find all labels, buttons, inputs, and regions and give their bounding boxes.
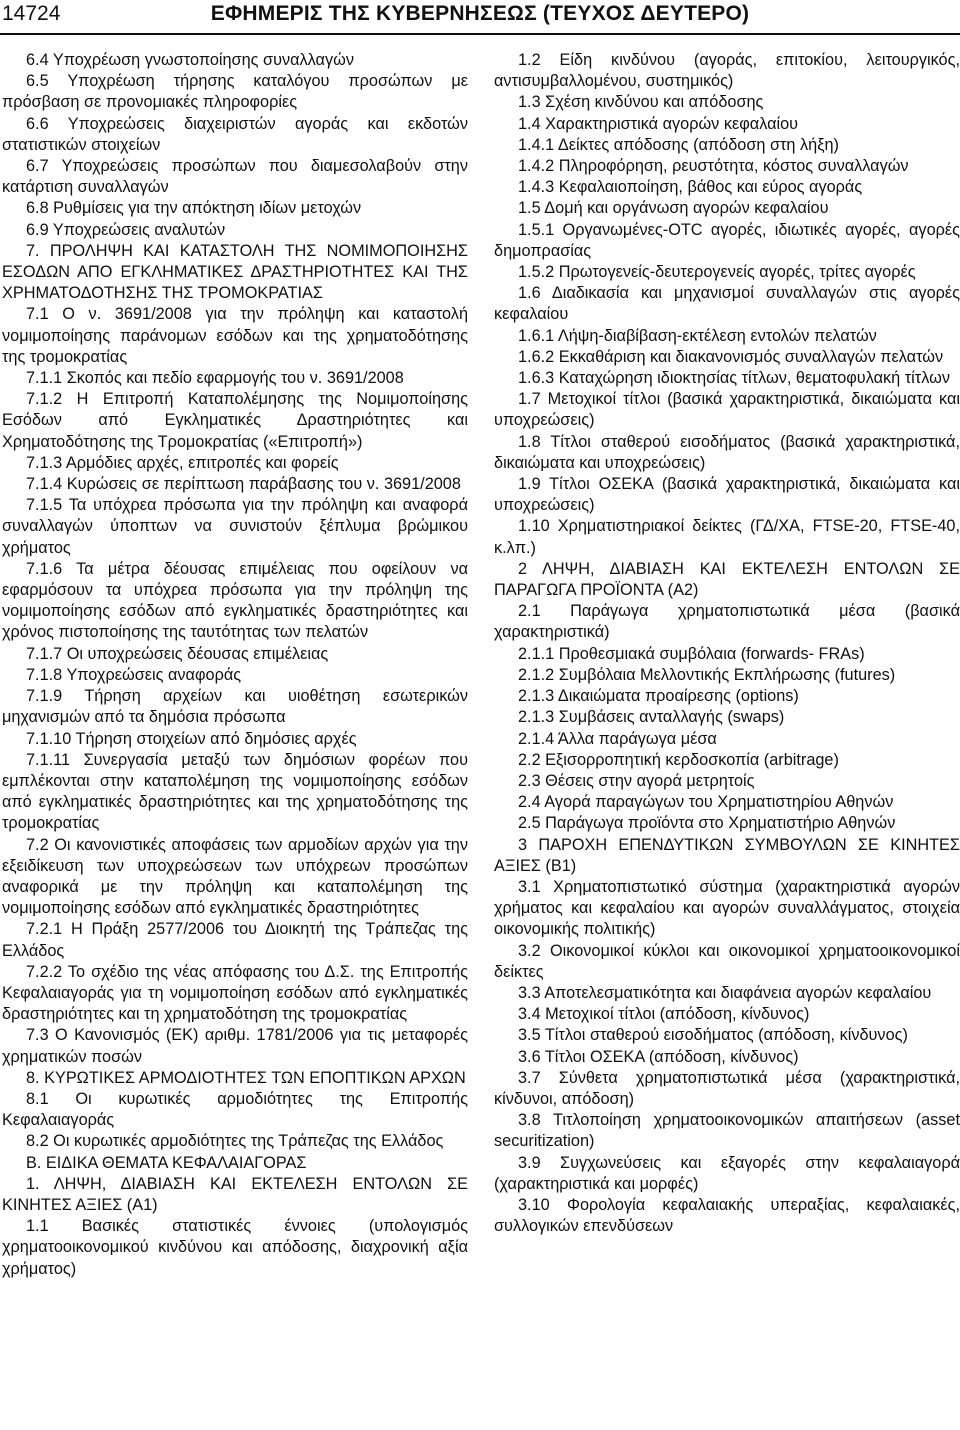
toc-entry: 2.1.2 Συμβόλαια Μελλοντικής Εκπλήρωσης (futures) bbox=[518, 665, 896, 684]
toc-entry: 2.3 Θέσεις στην αγορά μετρητοίς bbox=[518, 771, 755, 790]
toc-entry: 1.3 Σχέση κινδύνου και απόδοσης bbox=[518, 93, 764, 112]
toc-entry: 3.6 Τίτλοι ΟΣΕΚΑ (απόδοση, κίνδυνος) bbox=[518, 1047, 799, 1066]
right-column bbox=[494, 50, 960, 1237]
toc-entry: 7.1.6 Τα μέτρα δέουσας επιμέλειας που οφείλουν να εφαρμόσουν τα υπόχρεα πρόσωπα για την πρόληψη της νομιμοποίησης εσόδων από εγκληματικές δραστηριότητες και χρόνος πιστοποίησης της ταυτότητας των πελατών bbox=[2, 559, 468, 642]
toc-entry: 1.6.2 Εκκαθάριση και διακανονισμός συναλλαγών πελατών bbox=[518, 347, 944, 366]
toc-entry: 2.1.1 Προθεσμιακά συμβόλαια (forwards- FRAs) bbox=[518, 644, 865, 663]
toc-entry: 2.1.3 Δικαιώματα προαίρεσης (options) bbox=[518, 687, 799, 706]
page-header bbox=[0, 0, 960, 32]
toc-entry: 1.2 Είδη κινδύνου (αγοράς, επιτοκίου, λειτουργικός, αντισυμβαλλομένου, συστημικός) bbox=[494, 51, 960, 91]
toc-entry: 2.2 Εξισορροπητική κερδοσκοπία (arbitrage) bbox=[518, 750, 839, 769]
toc-entry: 7.3 Ο Κανονισμός (ΕΚ) αριθμ. 1781/2006 για τις μεταφορές χρηματικών ποσών bbox=[2, 1026, 468, 1066]
toc-entry: 1.7 Μετοχικοί τίτλοι (βασικά χαρακτηριστικά, δικαιώματα και υποχρεώσεις) bbox=[494, 390, 960, 430]
toc-entry: 7.1.3 Αρμόδιες αρχές, επιτροπές και φορείς bbox=[26, 453, 339, 472]
toc-entry: 6.7 Υποχρεώσεις προσώπων που διαμεσολαβούν στην κατάρτιση συναλλαγών bbox=[2, 157, 468, 197]
toc-entry: 1.4.2 Πληροφόρηση, ρευστότητα, κόστος συναλλαγών bbox=[518, 157, 909, 176]
left-column bbox=[2, 50, 468, 1280]
toc-entry: 1.5.1 Οργανωμένες-OTC αγορές, ιδιωτικές αγορές, αγορές δημοπρασίας bbox=[494, 220, 960, 260]
toc-entry: 7.2.2 Το σχέδιο της νέας απόφασης του Δ.Σ. της Επιτροπής Κεφαλαιαγοράς για τη νομιμοποίηση εσόδων από εγκληματικές δραστηριότητες και τη χρηματοδότηση της τρομοκρατίας bbox=[2, 962, 468, 1024]
toc-entry: 7.1.10 Τήρηση στοιχείων από δημόσιες αρχές bbox=[26, 729, 357, 748]
toc-entry: 2.1.4 Άλλα παράγωγα μέσα bbox=[518, 729, 717, 748]
toc-entry: 8.1 Οι κυρωτικές αρμοδιότητες της Επιτροπής Κεφαλαιαγοράς bbox=[2, 1089, 468, 1130]
toc-entry: 1.5.2 Πρωτογενείς-δευτερογενείς αγορές, τρίτες αγορές bbox=[518, 263, 916, 282]
toc-entry: 3.7 Σύνθετα χρηματοπιστωτικά μέσα (χαρακτηριστικά, κίνδυνοι, απόδοση) bbox=[494, 1068, 960, 1108]
toc-entry: 3.9 Συγχωνεύσεις και εξαγορές στην κεφαλαιαγορά (χαρακτηριστικά και μορφές) bbox=[494, 1153, 960, 1193]
toc-entry: 7.1.7 Οι υποχρεώσεις δέουσας επιμέλειας bbox=[26, 644, 329, 663]
toc-entry: 1.8 Τίτλοι σταθερού εισοδήματος (βασικά χαρακτηριστικά, δικαιώματα και υποχρεώσεις) bbox=[494, 432, 960, 472]
toc-entry: 6.8 Ρυθμίσεις για την απόκτηση ιδίων μετοχών bbox=[26, 199, 362, 218]
toc-entry: 3.8 Τιτλοποίηση χρηματοοικονομικών απαιτήσεων (asset securitization) bbox=[494, 1111, 960, 1151]
toc-entry: 3.10 Φορολογία κεφαλαιακής υπεραξίας, κεφαλαιακές, συλλογικών επενδύσεων bbox=[494, 1195, 960, 1236]
toc-entry: 2.1.3 Συμβάσεις ανταλλαγής (swaps) bbox=[518, 708, 785, 727]
toc-entry: 6.5 Υποχρέωση τήρησης καταλόγου προσώπων με πρόσβαση σε προνομιακές πληροφορίες bbox=[2, 72, 468, 112]
toc-entry: 3.1 Χρηματοπιστωτικό σύστημα (χαρακτηριστικά αγορών χρήματος και κεφαλαίου και αγορών συναλλάγματος, στοιχεία οικονομικής πολιτικής) bbox=[494, 877, 960, 939]
toc-entry: 7.1 Ο ν. 3691/2008 για την πρόληψη και καταστολή νομιμοποίησης παράνομων εσόδων και της χρηματοδότησης της τρομοκρατίας bbox=[2, 305, 468, 366]
toc-entry: 1. ΛΗΨΗ, ΔΙΑΒΙΑΣΗ ΚΑΙ ΕΚΤΕΛΕΣΗ ΕΝΤΟΛΩΝ ΣΕ ΚΙΝΗΤΕΣ ΑΞΙΕΣ (Α1) bbox=[2, 1174, 468, 1214]
toc-entry: 7.1.8 Υποχρεώσεις αναφοράς bbox=[26, 665, 242, 684]
toc-entry: 7.2.1 Η Πράξη 2577/2006 του Διοικητή της Τράπεζας της Ελλάδος bbox=[2, 920, 468, 960]
toc-entry: 8. ΚΥΡΩΤΙΚΕΣ ΑΡΜΟΔΙΟΤΗΤΕΣ ΤΩΝ ΕΠΟΠΤΙΚΩΝ ΑΡΧΩΝ bbox=[26, 1068, 466, 1087]
toc-entry: 7.1.5 Τα υπόχρεα πρόσωπα για την πρόληψη και αναφορά συναλλαγών ύποπτων να συνιστούν ξέπλυμα βρώμικου χρήματος bbox=[2, 496, 468, 557]
toc-entry: 2.5 Παράγωγα προϊόντα στο Χρηματιστήριο Αθηνών bbox=[518, 814, 896, 833]
toc-entry: 7.1.1 Σκοπός και πεδίο εφαρμογής του ν. 3691/2008 bbox=[26, 369, 404, 388]
toc-entry: 1.10 Χρηματιστηριακοί δείκτες (ΓΔ/ΧΑ, FTSE-20, FTSE-40, κ.λπ.) bbox=[494, 517, 960, 557]
toc-entry: 6.4 Υποχρέωση γνωστοποίησης συναλλαγών bbox=[26, 51, 354, 69]
toc-entry: Β. ΕΙΔΙΚΑ ΘΕΜΑΤΑ ΚΕΦΑΛΑΙΑΓΟΡΑΣ bbox=[26, 1153, 307, 1172]
toc-entry: 1.6.1 Λήψη-διαβίβαση-εκτέλεση εντολών πελατών bbox=[518, 326, 877, 345]
toc-entry: 7. ΠΡΟΛΗΨΗ ΚΑΙ ΚΑΤΑΣΤΟΛΗ ΤΗΣ ΝΟΜΙΜΟΠΟΙΗΣΗΣ ΕΣΟΔΩΝ ΑΠΟ ΕΓΚΛΗΜΑΤΙΚΕΣ ΔΡΑΣΤΗΡΙΟΤΗΤΕΣ ΚΑΙ ΤΗΣ ΧΡΗΜΑΤΟΔΟΤΗΣΗΣ ΤΗΣ ΤΡΟΜΟΚΡΑΤΙΑΣ bbox=[2, 241, 468, 303]
toc-entry: 1.6.3 Καταχώρηση ιδιοκτησίας τίτλων, θεματοφυλακή τίτλων bbox=[518, 369, 950, 388]
toc-entry: 3.3 Αποτελεσματικότητα και διαφάνεια αγορών κεφαλαίου bbox=[518, 983, 932, 1002]
toc-entry: 6.6 Υποχρεώσεις διαχειριστών αγοράς και εκδοτών στατιστικών στοιχείων bbox=[2, 114, 468, 154]
toc-entry: 1.4.1 Δείκτες απόδοσης (απόδοση στη λήξη) bbox=[518, 135, 839, 154]
toc-entry: 6.9 Υποχρεώσεις αναλυτών bbox=[26, 220, 226, 239]
toc-entry: 1.1 Βασικές στατιστικές έννοιες (υπολογισμός χρηματοοικονομικού κινδύνου και απόδοσης, διαχρονική αξία χρήματος) bbox=[2, 1217, 468, 1278]
toc-entry: 1.9 Τίτλοι ΟΣΕΚΑ (βασικά χαρακτηριστικά, δικαιώματα και υποχρεώσεις) bbox=[494, 475, 960, 515]
header-rule bbox=[0, 33, 960, 35]
toc-entry: 2.4 Αγορά παραγώγων του Χρηματιστηρίου Αθηνών bbox=[518, 793, 894, 812]
toc-entry: 3.4 Μετοχικοί τίτλοι (απόδοση, κίνδυνος) bbox=[518, 1005, 810, 1024]
toc-entry: 3.2 Οικονομικοί κύκλοι και οικονομικοί χρηματοοικονομικοί δείκτες bbox=[494, 941, 960, 981]
toc-entry: 7.1.4 Κυρώσεις σε περίπτωση παράβασης του ν. 3691/2008 bbox=[26, 475, 461, 494]
toc-entry: 1.5 Δομή και οργάνωση αγορών κεφαλαίου bbox=[518, 199, 829, 218]
toc-entry: 3.5 Τίτλοι σταθερού εισοδήματος (απόδοση, κίνδυνος) bbox=[518, 1026, 908, 1045]
toc-entry: 7.1.9 Τήρηση αρχείων και υιοθέτηση εσωτερικών μηχανισμών από τα δημόσια πρόσωπα bbox=[2, 687, 468, 727]
toc-entry: 7.1.11 Συνεργασία μεταξύ των δημόσιων φορέων που εμπλέκονται στην καταπολέμηση της νομιμοποίησης εσόδων από εγκληματικές δραστηριότητες και της χρηματοδότησης της τρομοκρατίας bbox=[2, 750, 468, 833]
toc-entry: 7.1.2 Η Επιτροπή Καταπολέμησης της Νομιμοποίησης Εσόδων από Εγκληματικές Δραστηριότητες και Χρηματοδότησης της Τρομοκρατίας («Επιτροπή») bbox=[2, 390, 468, 451]
toc-entry: 3 ΠΑΡΟΧΗ ΕΠΕΝΔΥΤΙΚΩΝ ΣΥΜΒΟΥΛΩΝ ΣΕ ΚΙΝΗΤΕΣ ΑΞΙΕΣ (Β1) bbox=[494, 835, 960, 875]
toc-entry: 2 ΛΗΨΗ, ΔΙΑΒΙΑΣΗ ΚΑΙ ΕΚΤΕΛΕΣΗ ΕΝΤΟΛΩΝ ΣΕ ΠΑΡΑΓΩΓΑ ΠΡΟΪΟΝΤΑ (Α2) bbox=[494, 559, 960, 600]
toc-entry: 1.4.3 Κεφαλαιοποίηση, βάθος και εύρος αγοράς bbox=[518, 178, 863, 197]
toc-entry: 8.2 Οι κυρωτικές αρμοδιότητες της Τράπεζας της Ελλάδος bbox=[26, 1132, 444, 1151]
gazette-title: ΕΦΗΜΕΡΙΣ ΤΗΣ ΚΥΒΕΡΝΗΣΕΩΣ (ΤΕΥΧΟΣ ΔΕΥΤΕΡΟ) bbox=[210, 2, 750, 25]
page-number: 14724 bbox=[2, 2, 61, 25]
toc-entry: 7.2 Οι κανονιστικές αποφάσεις των αρμοδίων αρχών για την εξειδίκευση των υποχρεώσεων των υπόχρεων προσώπων αναφορικά με την πρόληψη και καταπολέμηση της νομιμοποίησης εσόδων από εγκληματικές δραστηριότητες bbox=[2, 835, 468, 918]
toc-entry: 2.1 Παράγωγα χρηματοπιστωτικά μέσα (βασικά χαρακτηριστικά) bbox=[494, 602, 960, 642]
toc-entry: 1.4 Χαρακτηριστικά αγορών κεφαλαίου bbox=[518, 114, 799, 133]
toc-entry: 1.6 Διαδικασία και μηχανισμοί συναλλαγών στις αγορές κεφαλαίου bbox=[494, 284, 960, 324]
